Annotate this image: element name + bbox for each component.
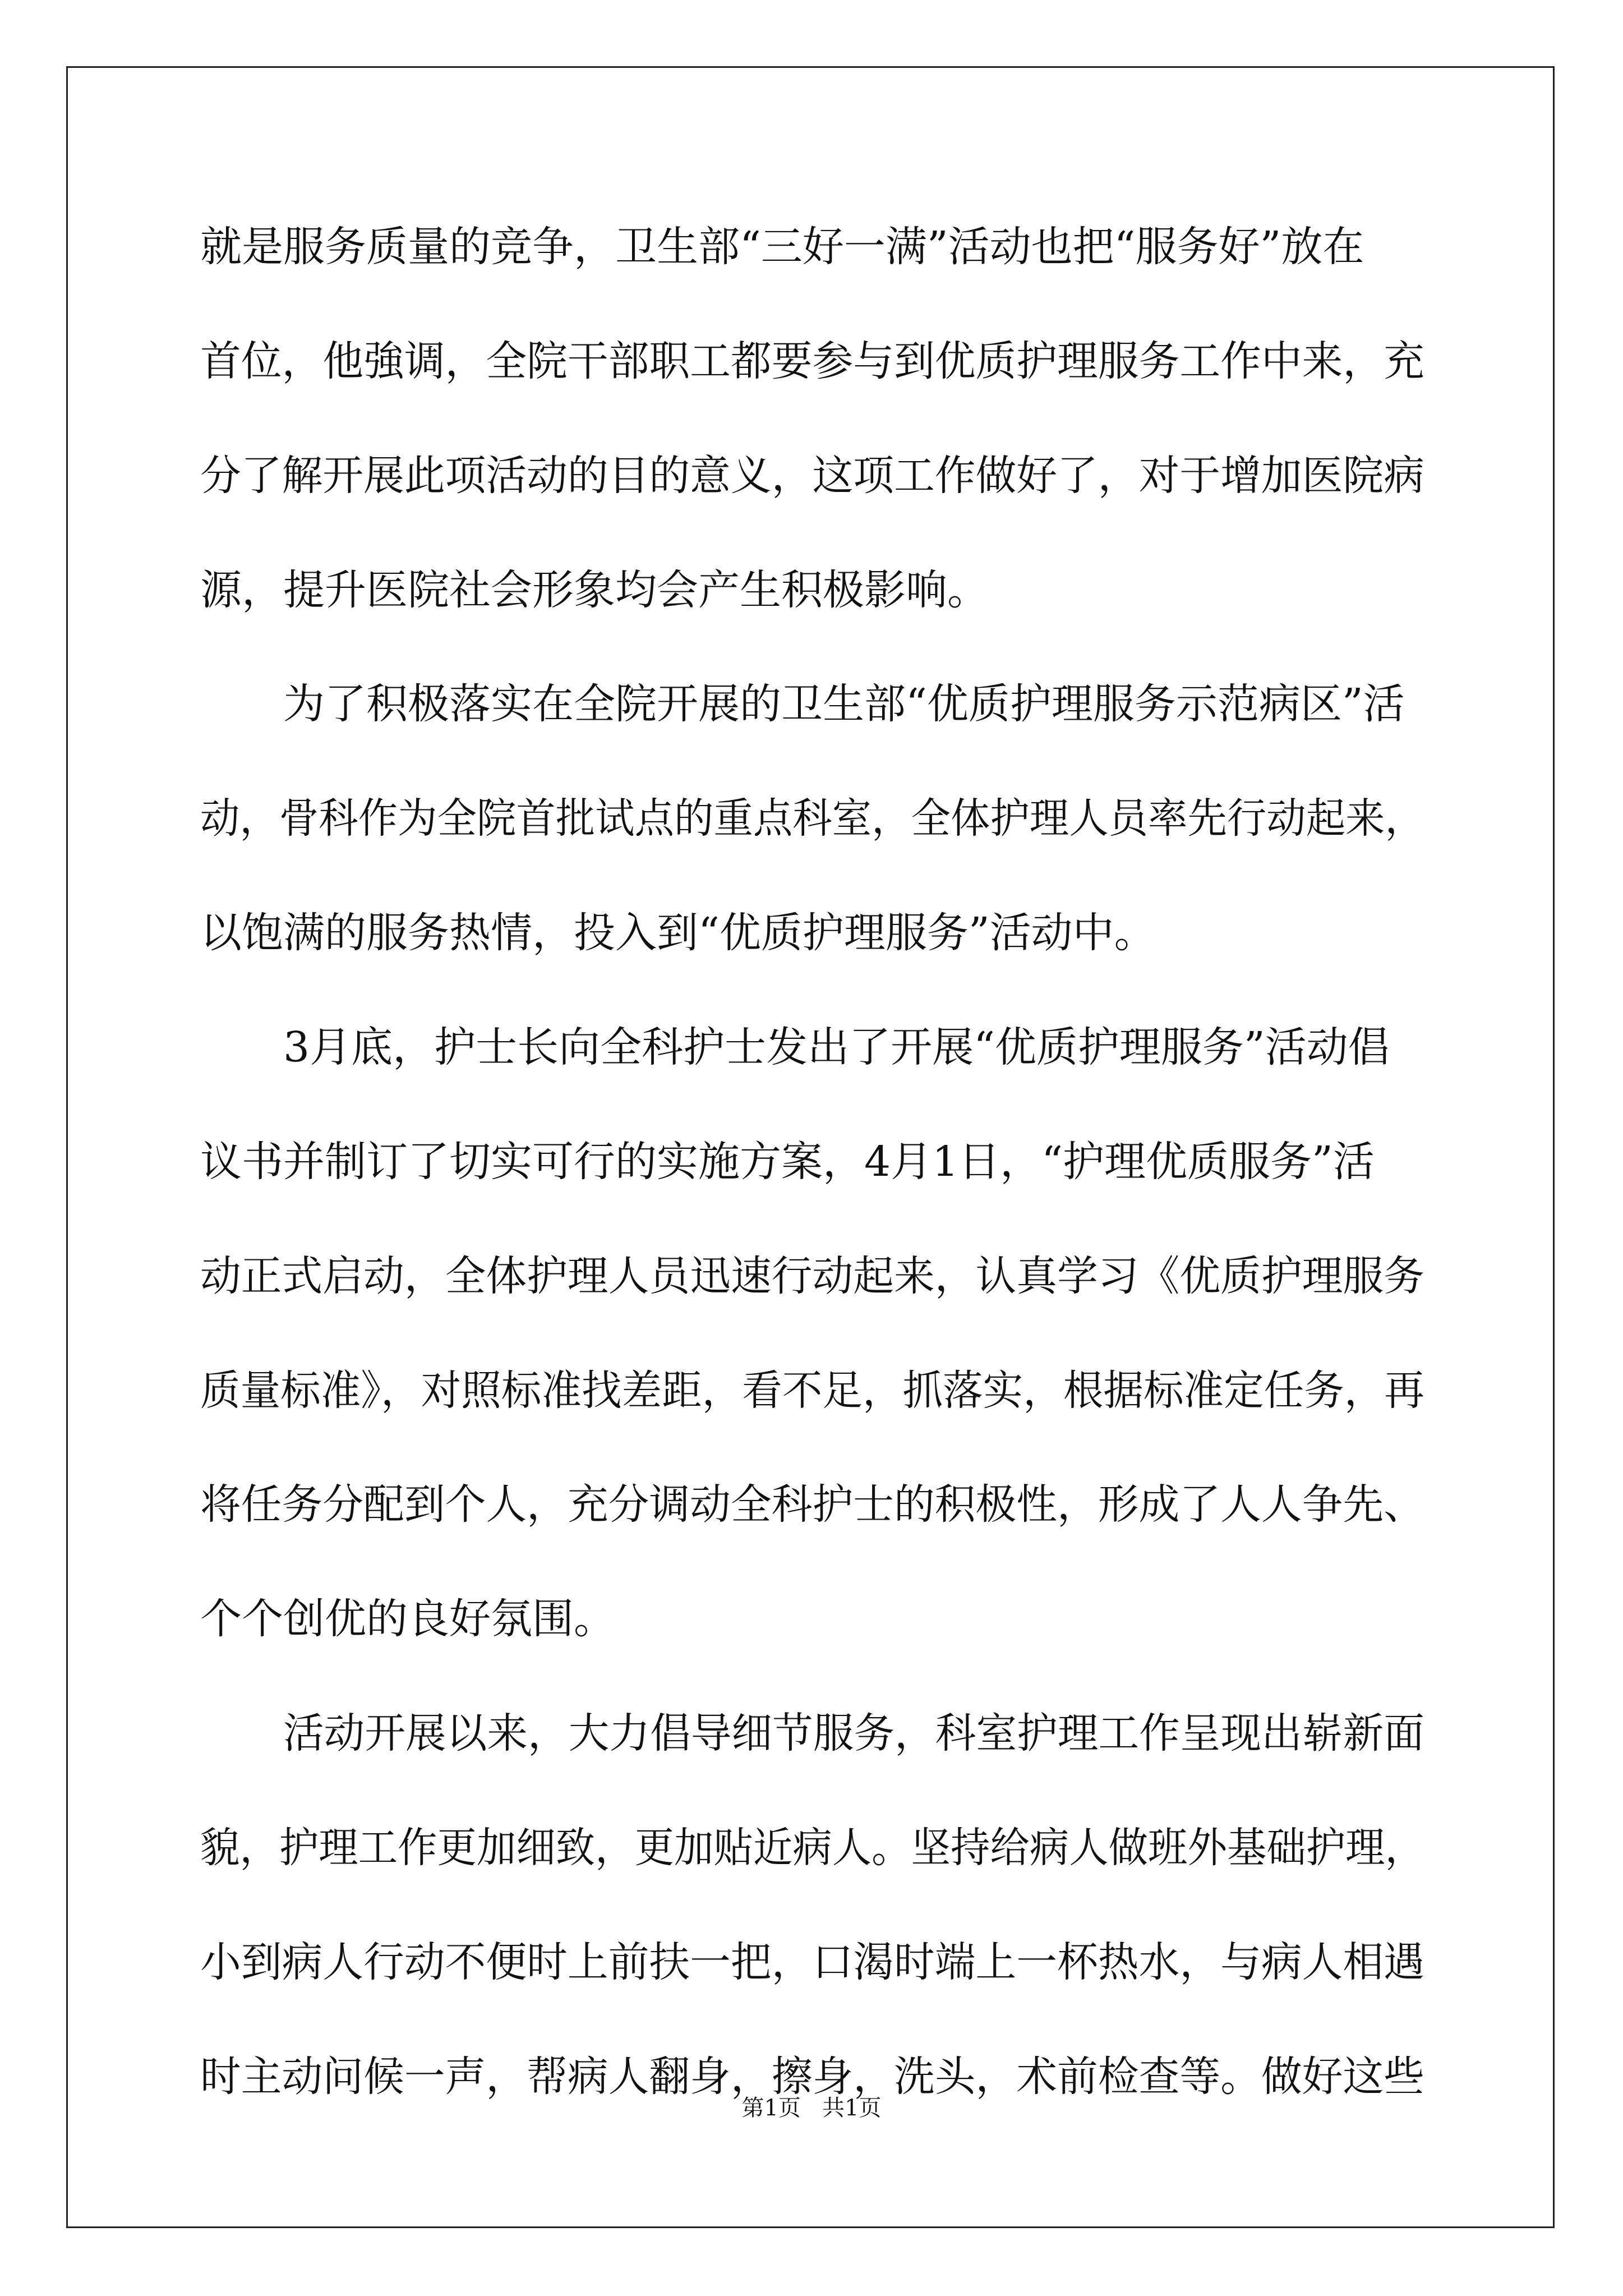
text-line: 3月底，护士长向全科护士发出了开展“优质护理服务”活动倡	[283, 1023, 1390, 1071]
text-line: 动正式启动，全体护理人员迅速行动起来，认真学习《优质护理服务	[200, 1252, 1424, 1300]
text-line: 小到病人行动不便时上前扶一把，口渴时端上一杯热水，与病人相遇	[200, 1938, 1424, 1986]
text-line: 动，骨科作为全院首批试点的重点科室，全体护理人员率先行动起来，	[200, 794, 1424, 843]
text-line: 时主动问候一声，帮病人翻身，擦身，洗头，术前检查等。做好这些	[200, 2053, 1424, 2101]
text-line: 就是服务质量的竞争，卫生部“三好一满”活动也把“服务好”放在	[200, 223, 1364, 271]
text-line: 貌，护理工作更加细致，更加贴近病人。坚持给病人做班外基础护理，	[200, 1824, 1424, 1872]
text-line: 以饱满的服务热情，投入到“优质护理服务”活动中。	[200, 909, 1156, 957]
text-line: 议书并制订了切实可行的实施方案，4月1日，“护理优质服务”活	[200, 1138, 1375, 1186]
text-line: 分了解开展此项活动的目的意义，这项工作做好了，对于增加医院病	[200, 452, 1424, 500]
text-line: 活动开展以来，大力倡导细节服务，科室护理工作呈现出崭新面	[283, 1709, 1424, 1757]
text-line: 质量标准》，对照标准找差距，看不足，抓落实，根据标准定任务，再	[200, 1366, 1424, 1415]
text-line: 为了积极落实在全院开展的卫生部“优质护理服务示范病区”活	[283, 680, 1405, 728]
text-line: 个个创优的良好氛围。	[200, 1595, 615, 1643]
text-line: 首位，他強调，全院干部职工都要参与到优质护理服务工作中来，充	[200, 337, 1424, 385]
page-number-footer: 第1页 共1页	[741, 2095, 882, 2121]
text-line: 源，提升医院社会形象均会产生积极影响。	[200, 566, 989, 614]
text-line: 将任务分配到个人，充分调动全科护士的积极性，形成了人人争先、	[200, 1480, 1424, 1529]
